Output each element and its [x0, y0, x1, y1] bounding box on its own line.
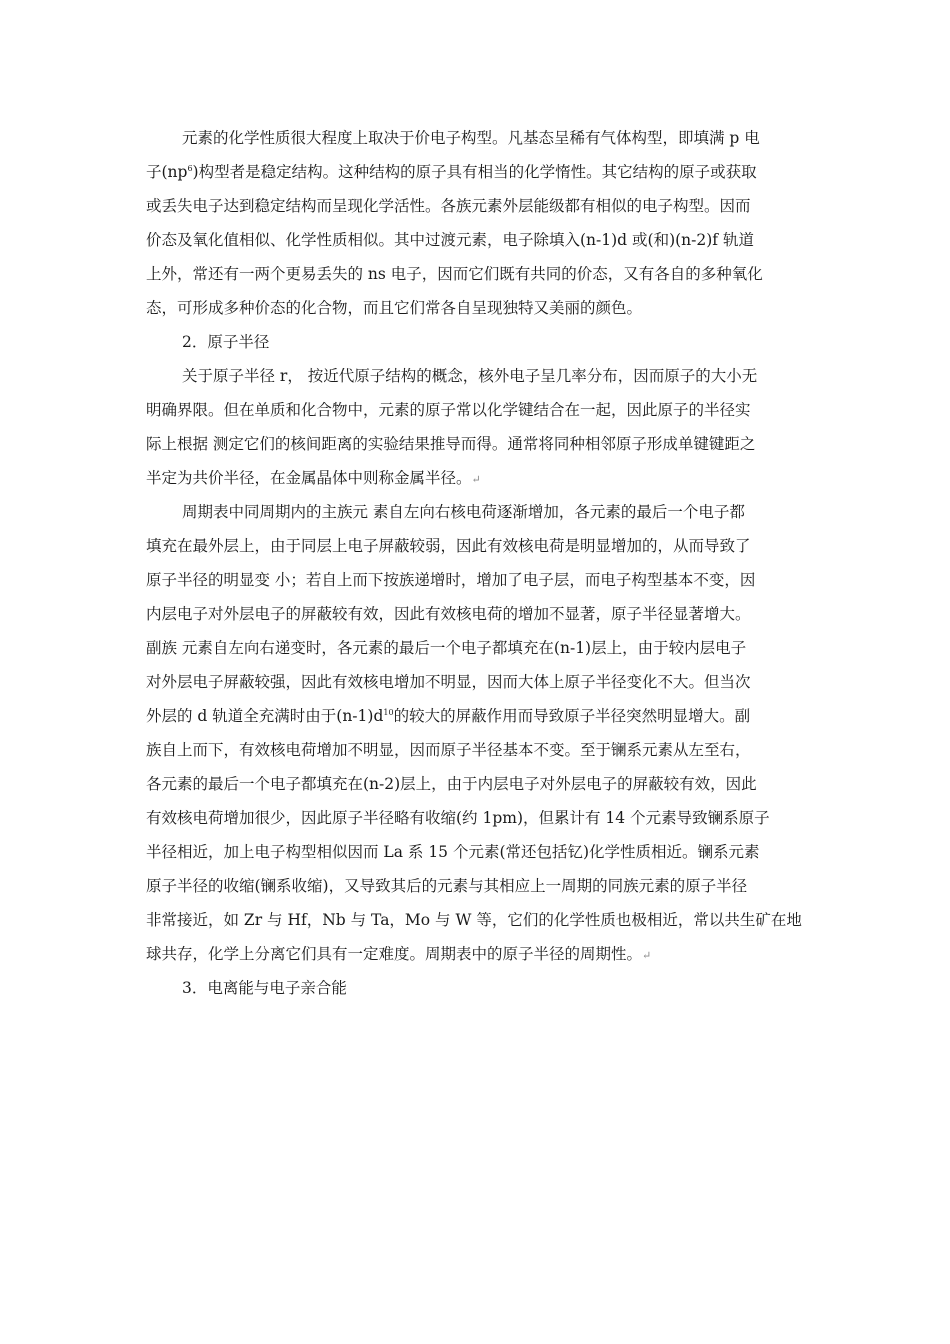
paragraph-line: 外层的 d 轨道全充满时由于$(n-1)d^{10}$的较大的屏蔽作用而导致原子半径突然明显增大。副 — [146, 707, 751, 725]
paragraph-line: 对外层电子屏蔽较强，因此有效核电增加不明显，因而大体上原子半径变化不大。但当次 — [146, 673, 751, 691]
paragraph-line: 周期表中同周期内的主族元 素自左向右核电荷逐渐增加，各元素的最后一个电子都 — [182, 503, 745, 521]
paragraph-line: 填充在最外层上，由于同层上电子屏蔽较弱，因此有效核电荷是明显增加的，从而导致了 — [146, 537, 751, 555]
paragraph-line: 非常接近，如 Zr 与 Hf，Nb 与 Ta，Mo 与 W 等，它们的化学性质也极相近，常以共生矿在地 — [146, 911, 802, 929]
paragraph-line: 半定为共价半径，在金属晶体中则称金属半径。↵ — [146, 469, 481, 487]
paragraph-line: 有效核电荷增加很少，因此原子半径略有收缩(约 1pm)，但累计有 14 个元素导致镧系原子 — [146, 809, 770, 827]
paragraph-line: 或丢失电子达到稳定结构而呈现化学活性。各族元素外层能级都有相似的电子构型。因而 — [146, 197, 751, 215]
paragraph-line: 子$(np^6)$构型者是稳定结构。这种结构的原子具有相当的化学惰性。其它结构的原子或获取 — [146, 163, 757, 181]
paragraph-line: 价态及氧化值相似、化学性质相似。其中过渡元素，电子除填入(n-1)d 或(和)(n-2)f 轨道 — [146, 231, 754, 249]
section-heading-atomic-radius: 2．原子半径 — [182, 333, 270, 351]
section-heading-ionization-energy: 3．电离能与电子亲合能 — [182, 979, 347, 997]
paragraph-line: 各元素的最后一个电子都填充在(n-2)层上，由于内层电子对外层电子的屏蔽较有效，因此 — [146, 775, 757, 793]
paragraph-mark: ↵ — [471, 473, 481, 486]
paragraph-line: 内层电子对外层电子的屏蔽较有效，因此有效核电荷的增加不显著，原子半径显著增大。 — [146, 605, 751, 623]
paragraph-line: 态，可形成多种价态的化合物，而且它们常各自呈现独特又美丽的颜色。 — [146, 299, 643, 317]
paragraph-line: 原子半径的明显变 小；若自上而下按族递增时，增加了电子层，而电子构型基本不变，因 — [146, 571, 756, 589]
paragraph-line: 元素的化学性质很大程度上取决于价电子构型。凡基态呈稀有气体构型，即填满 p 电 — [182, 129, 760, 147]
paragraph-mark: ↵ — [642, 949, 652, 962]
document-body — [146, 121, 810, 1005]
paragraph-line: 明确界限。但在单质和化合物中，元素的原子常以化学键结合在一起，因此原子的半径实 — [146, 401, 751, 419]
paragraph-line: 半径相近，加上电子构型相似因而 La 系 15 个元素(常还包括钇)化学性质相近。镧系元素 — [146, 843, 760, 861]
paragraph-line: 关于原子半径 r， 按近代原子结构的概念，核外电子呈几率分布，因而原子的大小无 — [182, 367, 758, 385]
paragraph-line: 球共存，化学上分离它们具有一定难度。周期表中的原子半径的周期性。↵ — [146, 945, 652, 963]
paragraph-line: 副族 元素自左向右递变时，各元素的最后一个电子都填充在(n-1)层上，由于较内层电子 — [146, 639, 747, 657]
paragraph-line: 原子半径的收缩(镧系收缩)，又导致其后的元素与其相应上一周期的同族元素的原子半径 — [146, 877, 748, 895]
paragraph-line: 上外，常还有一两个更易丢失的 ns 电子，因而它们既有共同的价态，又有各自的多种氧化 — [146, 265, 763, 283]
paragraph-line: 族自上而下，有效核电荷增加不明显，因而原子半径基本不变。至于镧系元素从左至右， — [146, 741, 751, 759]
paragraph-line: 际上根据 测定它们的核间距离的实验结果推导而得。通常将同种相邻原子形成单键键距之 — [146, 435, 756, 453]
